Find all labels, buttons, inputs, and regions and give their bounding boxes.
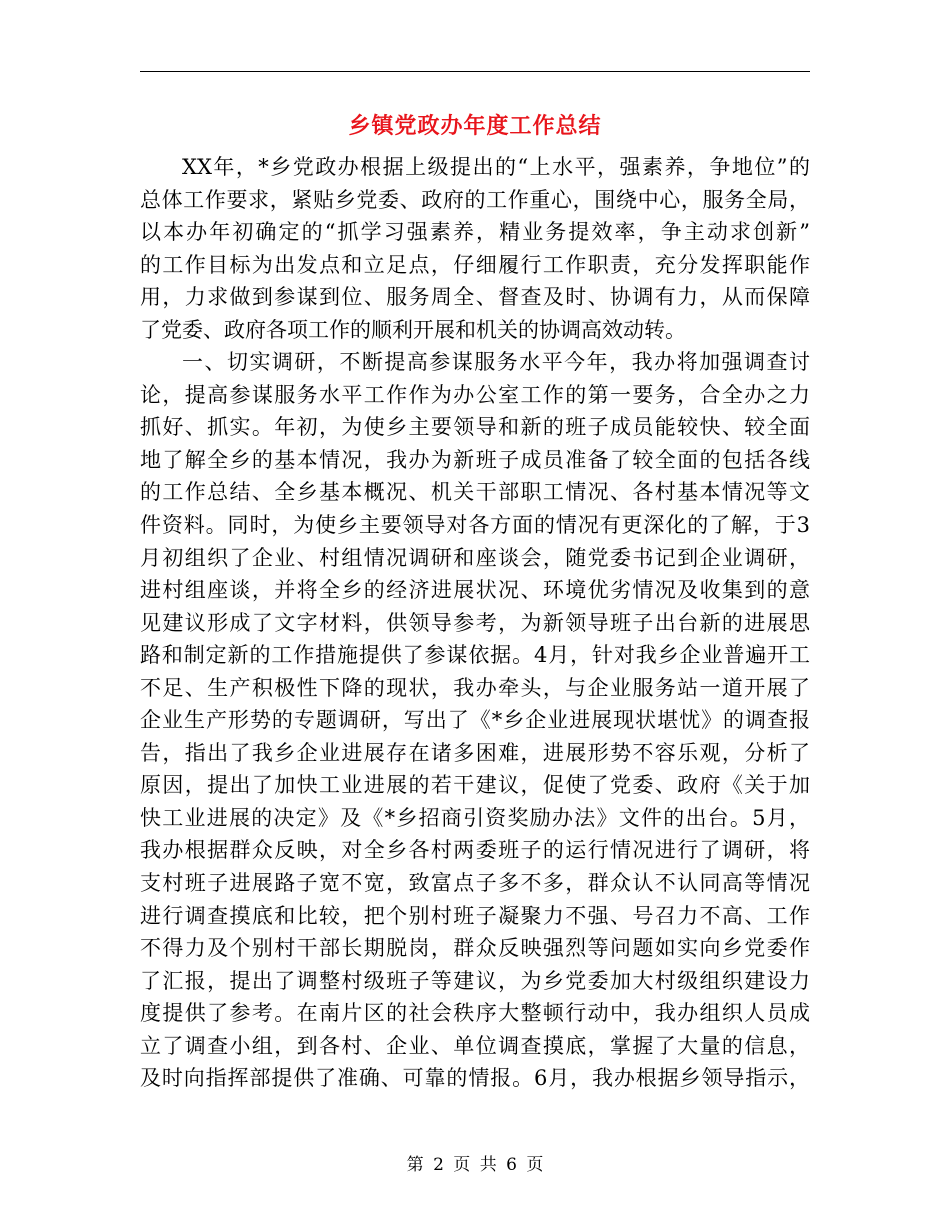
text-line: 用，力求做到参谋到位、服务周全、督查及时、协调有力，从而保障 bbox=[140, 285, 810, 310]
text-line: 不足、生产积极性下降的现状，我办牵头，与企业服务站一道开展了 bbox=[140, 675, 810, 700]
text-line: 月初组织了企业、村组情况调研和座谈会，随党委书记到企业调研， bbox=[140, 545, 810, 570]
text-line: 见建议形成了文字材料，供领导参考，为新领导班子出台新的进展思 bbox=[140, 610, 810, 635]
text-line: 总体工作要求，紧贴乡党委、政府的工作重心，围绕中心，服务全局， bbox=[140, 187, 810, 212]
text-line: 论，提高参谋服务水平工作作为办公室工作的第一要务，合全办之力 bbox=[140, 382, 810, 407]
text-line: 的工作总结、全乡基本概况、机关干部职工情况、各村基本情况等文 bbox=[140, 480, 810, 505]
document-title: 乡镇党政办年度工作总结 bbox=[348, 113, 602, 139]
page-number-footer: 第 2 页 共 6 页 bbox=[406, 1155, 544, 1175]
text-line: XX年，*乡党政办根据上级提出的“上水平，强素养，争地位”的 bbox=[182, 155, 810, 179]
text-line: 立了调查小组，到各村、企业、单位调查摸底，掌握了大量的信息， bbox=[140, 1033, 810, 1058]
text-line: 了汇报，提出了调整村级班子等建议，为乡党委加大村级组织建设力 bbox=[140, 968, 810, 993]
text-line: 抓好、抓实。年初，为使乡主要领导和新的班子成员能较快、较全面 bbox=[140, 415, 810, 440]
document-body bbox=[140, 151, 810, 1095]
text-line: 原因，提出了加快工业进展的若干建议，促使了党委、政府《关于加 bbox=[140, 773, 810, 798]
text-line: 不得力及个别村干部长期脱岗，群众反映强烈等问题如实向乡党委作 bbox=[140, 936, 810, 961]
text-line: 及时向指挥部提供了准确、可靠的情报。6月，我办根据乡领导指示， bbox=[140, 1066, 810, 1091]
text-line: 告，指出了我乡企业进展存在诸多困难，进展形势不容乐观，分析了 bbox=[140, 740, 810, 765]
text-line: 地了解全乡的基本情况，我办为新班子成员准备了较全面的包括各线 bbox=[140, 447, 810, 472]
text-line: 的工作目标为出发点和立足点，仔细履行工作职责，充分发挥职能作 bbox=[140, 252, 810, 277]
text-line: 企业生产形势的专题调研，写出了《*乡企业进展现状堪忧》的调查报 bbox=[140, 708, 810, 733]
text-line: 以本办年初确定的“抓学习强素养，精业务提效率，争主动求创新” bbox=[140, 220, 810, 245]
text-line: 了党委、政府各项工作的顺利开展和机关的协调高效动转。 bbox=[140, 317, 686, 342]
text-line: 度提供了参考。在南片区的社会秩序大整顿行动中，我办组织人员成 bbox=[140, 1001, 810, 1026]
header-rule bbox=[140, 71, 810, 72]
text-line: 一、切实调研，不断提高参谋服务水平今年，我办将加强调查讨 bbox=[182, 350, 810, 375]
text-line: 件资料。同时，为使乡主要领导对各方面的情况有更深化的了解，于3 bbox=[140, 513, 810, 538]
text-line: 我办根据群众反映，对全乡各村两委班子的运行情况进行了调研，将 bbox=[140, 838, 810, 863]
text-line: 支村班子进展路子宽不宽，致富点子多不多，群众认不认同高等情况 bbox=[140, 871, 810, 896]
text-line: 快工业进展的决定》及《*乡招商引资奖励办法》文件的出台。5月， bbox=[140, 805, 810, 830]
text-line: 路和制定新的工作措施提供了参谋依据。4月，针对我乡企业普遍开工 bbox=[140, 643, 810, 668]
text-line: 进村组座谈，并将全乡的经济进展状况、环境优劣情况及收集到的意 bbox=[140, 578, 810, 603]
text-line: 进行调查摸底和比较，把个别村班子凝聚力不强、号召力不高、工作 bbox=[140, 903, 810, 928]
